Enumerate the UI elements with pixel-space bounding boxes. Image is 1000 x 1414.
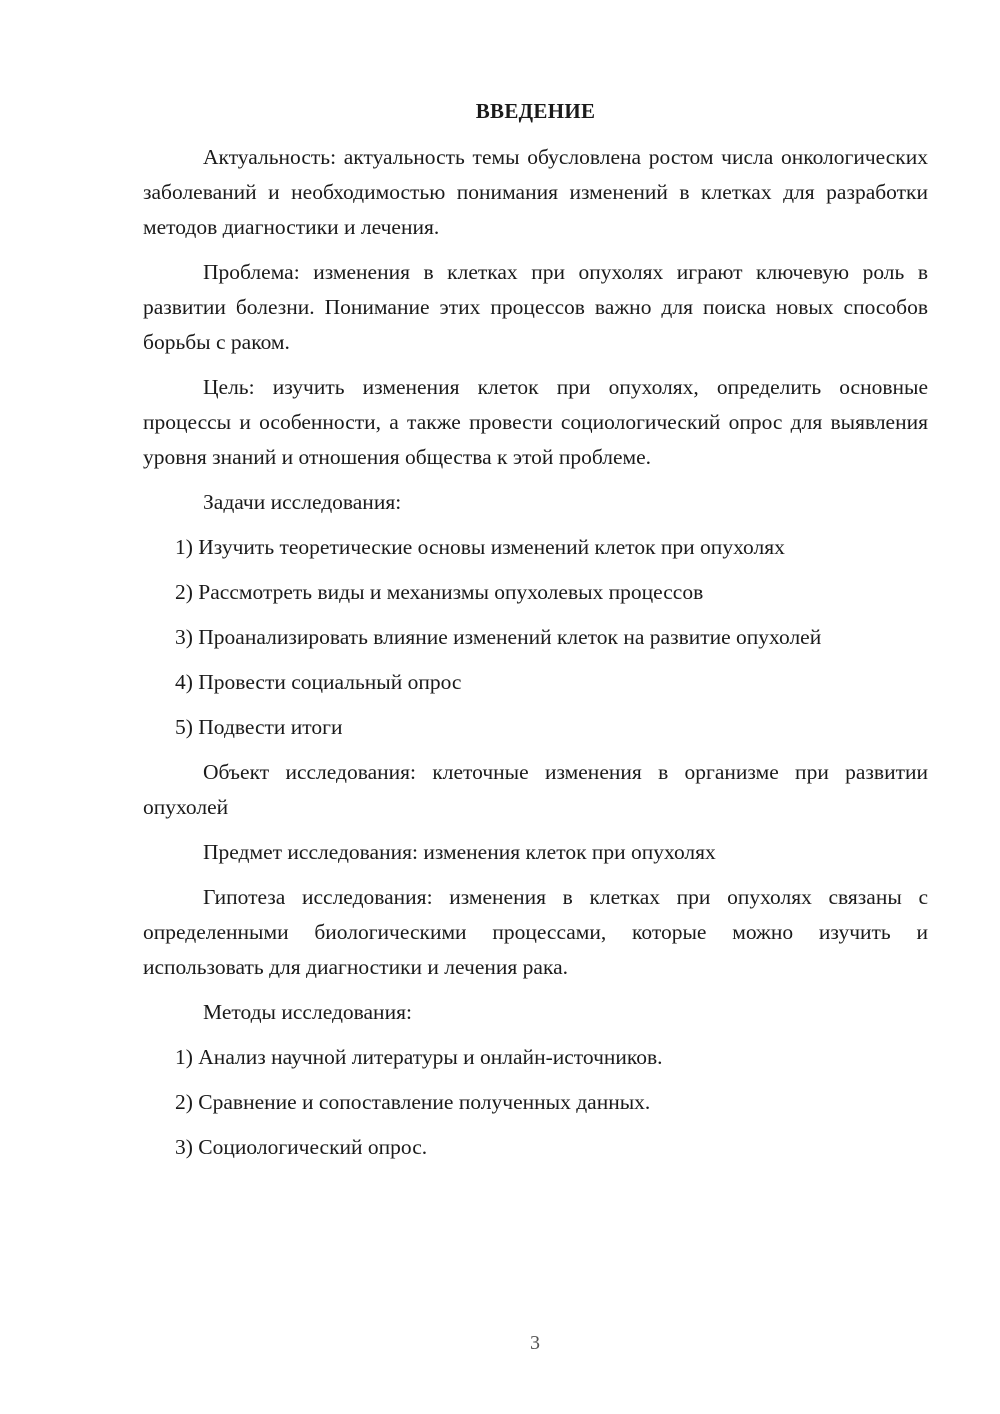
paragraph-hypothesis: Гипотеза исследования: изменения в клетках при опухолях связаны с определенными биологическими процессами, которые можно изучить и использовать для диагностики и лечения рака. [143, 885, 928, 979]
list-item: 1) Изучить теоретические основы изменений клеток при опухолях [175, 535, 785, 559]
list-item: 1) Анализ научной литературы и онлайн-источников. [175, 1045, 663, 1069]
page-content [143, 94, 928, 1175]
list-item: 4) Провести социальный опрос [175, 670, 462, 694]
paragraph-goal: Цель: изучить изменения клеток при опухолях, определить основные процессы и особенности, а также провести социологический опрос для выявления уровня знаний и отношения общества к этой проблеме. [143, 375, 928, 469]
list-item: 5) Подвести итоги [175, 715, 343, 739]
tasks-heading: Задачи исследования: [203, 490, 402, 514]
methods-heading: Методы исследования: [203, 1000, 412, 1024]
list-item: 2) Сравнение и сопоставление полученных данных. [175, 1090, 651, 1114]
list-item: 3) Социологический опрос. [175, 1135, 428, 1159]
methods-list [143, 1040, 928, 1165]
tasks-list [143, 530, 928, 745]
paragraph-object: Объект исследования: клеточные изменения в организме при развитии опухолей [143, 760, 928, 819]
paragraph-problem: Проблема: изменения в клетках при опухолях играют ключевую роль в развитии болезни. Понимание этих процессов важно для поиска новых способов борьбы с раком. [143, 260, 928, 354]
list-item: 2) Рассмотреть виды и механизмы опухолевых процессов [175, 580, 704, 604]
paragraph-subject: Предмет исследования: изменения клеток при опухолях [203, 840, 716, 864]
page-title: ВВЕДЕНИЕ [475, 99, 596, 123]
paragraph-relevance: Актуальность: актуальность темы обусловлена ростом числа онкологических заболеваний и необходимостью понимания изменений в клетках для разработки методов диагностики и лечения. [143, 145, 928, 239]
page-number: 3 [530, 1332, 540, 1354]
list-item: 3) Проанализировать влияние изменений клеток на развитие опухолей [175, 625, 822, 649]
